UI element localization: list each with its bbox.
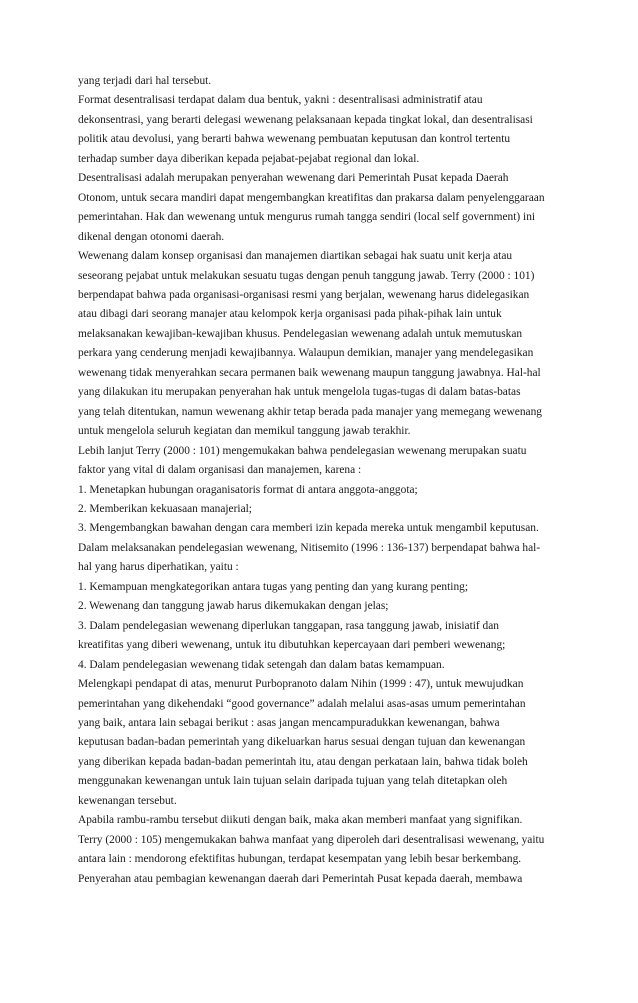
text-line: menggunakan kewenangan untuk lain tujuan selain daripada tujuan yang telah ditetapkan oleh <box>78 775 508 788</box>
text-line: kewenangan tersebut. <box>78 794 177 807</box>
text-line: Terry (2000 : 105) mengemukakan bahwa manfaat yang diperoleh dari desentralisasi wewenang, yaitu <box>78 833 545 846</box>
text-line: yang dilakukan itu merupakan penyerahan hak untuk mengelola tugas-tugas di dalam batas-batas <box>78 386 521 399</box>
text-line: terhadap sumber daya diberikan kepada pejabat-pejabat regional dan lokal. <box>78 152 420 165</box>
text-line: hal yang harus diperhatikan, yaitu : <box>78 561 239 574</box>
text-line: untuk mengelola seluruh kegiatan dan memikul tanggung jawab terakhir. <box>78 425 411 438</box>
text-line: seseorang pejabat untuk melakukan sesuatu tugas dengan penuh tanggung jawab. Terry (2000 : 101) <box>78 269 535 282</box>
text-line: yang telah ditentukan, namun wewenang akhir tetap berada pada manajer yang memegang wewenang <box>78 405 542 418</box>
text-line: melaksanakan kewajiban-kewajiban khusus. Pendelegasian wewenang adalah untuk memutuskan <box>78 327 523 340</box>
list-item: 1. Menetapkan hubungan oraganisatoris format di antara anggota-anggota; <box>78 483 418 496</box>
text-line: antara lain : mendorong efektifitas hubungan, terdapat kesempatan yang lebih besar berkembang. <box>78 853 522 866</box>
text-line: Apabila rambu-rambu tersebut diikuti dengan baik, maka akan memberi manfaat yang signifikan. <box>78 814 523 827</box>
text-line: faktor yang vital di dalam organisasi dan manajemen, karena : <box>78 464 362 477</box>
text-line: yang diberikan kepada badan-badan pemerintah itu, atau dengan perkataan lain, bahwa tidak boleh <box>78 755 528 768</box>
list-item: 2. Memberikan kekuasaan manajerial; <box>78 502 252 515</box>
list-item: 4. Dalam pendelegasian wewenang tidak setengah dan dalam batas kemampuan. <box>78 658 445 671</box>
text-line: berpendapat bahwa pada organisasi-organisasi resmi yang berjalan, wewenang harus didelegasikan <box>78 288 530 301</box>
text-line: pemerintahan yang dikehendaki “good governance” adalah melalui asas-asas umum pemerintahan <box>78 697 526 710</box>
list-item: 2. Wewenang dan tanggung jawab harus dikemukakan dengan jelas; <box>78 600 389 613</box>
text-line: atau dibagi dari seorang manajer atau kelompok kerja organisasi pada pihak-pihak lain untuk <box>78 308 502 321</box>
text-line: Wewenang dalam konsep organisasi dan manajemen diartikan sebagai hak suatu unit kerja atau <box>78 250 513 263</box>
list-item: 3. Dalam pendelegasian wewenang diperlukan tanggapan, rasa tanggung jawab, inisiatif dan <box>78 619 499 632</box>
text-line: kreatifitas yang diberi wewenang, untuk itu dibutuhkan kepercayaan dari pemberi wewenang; <box>78 639 506 652</box>
text-line: dekonsentrasi, yang berarti delegasi wewenang pelaksanaan kepada tingkat lokal, dan desentralisasi <box>78 113 533 126</box>
text-line: Lebih lanjut Terry (2000 : 101) mengemukakan bahwa pendelegasian wewenang merupakan suatu <box>78 444 527 457</box>
text-line: Format desentralisasi terdapat dalam dua bentuk, yakni : desentralisasi administratif atau <box>78 94 483 107</box>
list-item: 3. Mengembangkan bawahan dengan cara memberi izin kepada mereka untuk mengambil keputusan. <box>78 522 539 535</box>
list-item: 1. Kemampuan mengkategorikan antara tugas yang penting dan yang kurang penting; <box>78 580 469 593</box>
text-line: yang terjadi dari hal tersebut. <box>78 75 212 87</box>
text-line: perkara yang cenderung menjadi kewajibannya. Walaupun demikian, manajer yang mendelegasikan <box>78 347 534 360</box>
body-text <box>78 72 568 889</box>
text-line: Dalam melaksanakan pendelegasian wewenang, Nitisemito (1996 : 136-137) berpendapat bahwa hal- <box>78 541 541 554</box>
text-line: yang baik, antara lain sebagai berikut : asas jangan mencampuradukkan kewenangan, bahwa <box>78 716 500 729</box>
text-line: Penyerahan atau pembagian kewenangan daerah dari Pemerintah Pusat kepada daerah, membawa <box>78 872 523 885</box>
text-line: Desentralisasi adalah merupakan penyerahan wewenang dari Pemerintah Pusat kepada Daerah <box>78 172 509 185</box>
text-line: Otonom, untuk secara mandiri dapat mengembangkan kreatifitas dan prakarsa dalam penyelenggaraan <box>78 191 545 204</box>
text-line: dikenal dengan otonomi daerah. <box>78 230 225 243</box>
text-line: pemerintahan. Hak dan wewenang untuk mengurus rumah tangga sendiri (local self government) ini <box>78 211 536 224</box>
text-line: Melengkapi pendapat di atas, menurut Purbopranoto dalam Nihin (1999 : 47), untuk mewujudkan <box>78 678 524 691</box>
text-line: keputusan badan-badan pemerintah yang dikeluarkan harus sesuai dengan tujuan dan kewenangan <box>78 736 526 749</box>
text-line: politik atau devolusi, yang berarti bahwa wewenang pembuatan keputusan dan kontrol tertentu <box>78 133 511 146</box>
text-line: wewenang tidak menyerahkan secara permanen baik wewenang maupun tanggung jawabnya. Hal-hal <box>78 366 541 379</box>
